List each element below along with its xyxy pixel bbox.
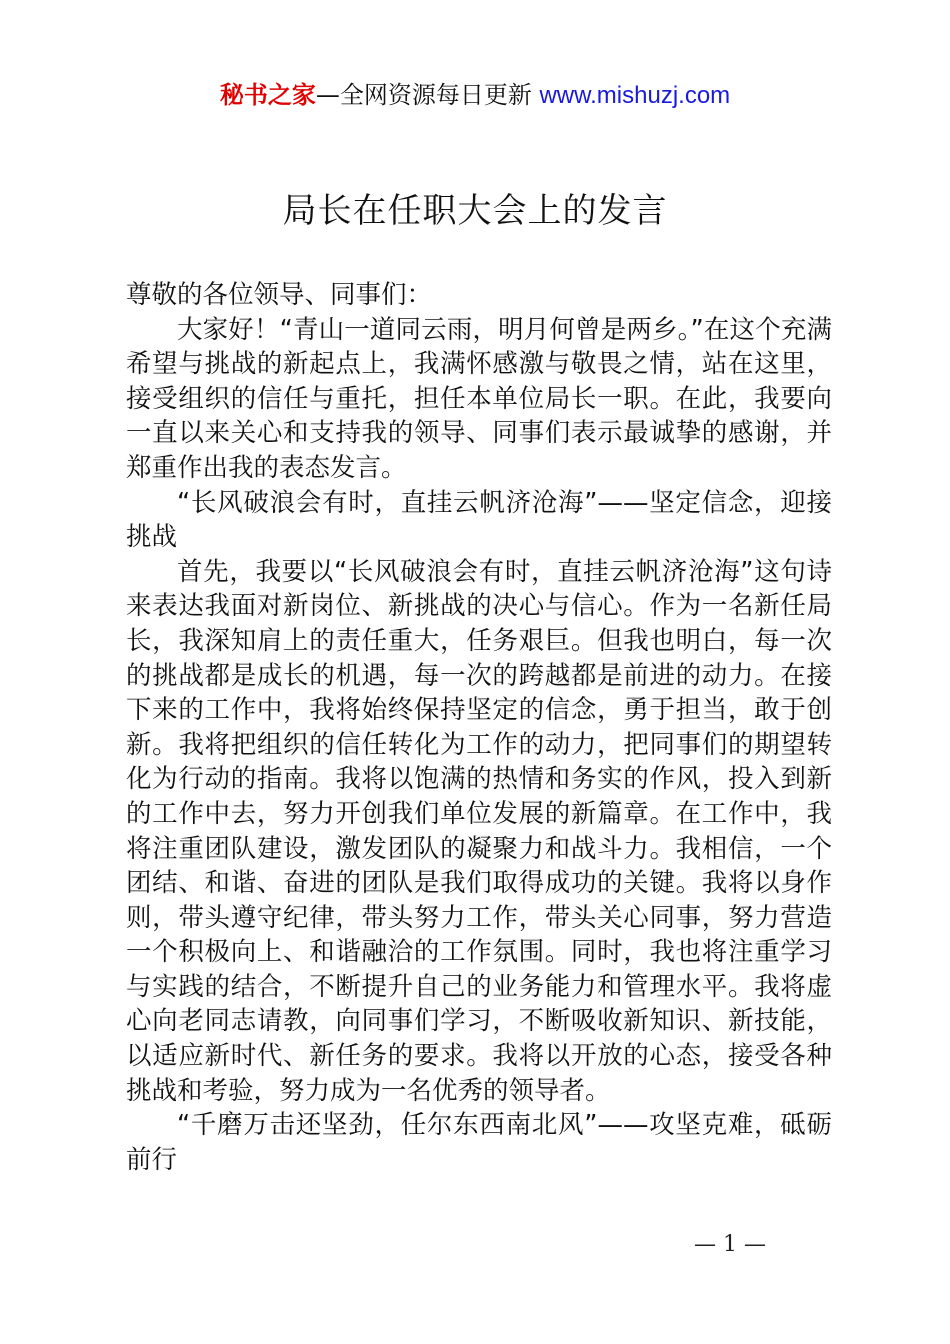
document-body: [126, 278, 832, 1177]
document-title: 局长在任职大会上的发言: [282, 191, 668, 231]
section-heading-2: “千磨万击还坚劲，任尔东西南北风”——攻坚克难，砥砺前行: [126, 1110, 832, 1175]
paragraph-greeting: 大家好！“青山一道同云雨，明月何曾是两乡。”在这个充满希望与挑战的新起点上，我满怀感激与敬畏之情，站在这里，接受组织的信任与重托，担任本单位局长一职。在此，我要向一直以来关心和支持我的领导、同事们表示最诚挚的感谢，并郑重作出我的表态发言。: [126, 314, 832, 483]
brand-name: 秘书之家: [219, 81, 316, 109]
page-number: — 1 —: [694, 1232, 766, 1257]
salutation: 尊敬的各位领导、同事们：: [126, 280, 433, 310]
site-header: [0, 78, 950, 113]
section-heading-1: “长风破浪会有时，直挂云帆济沧海”——坚定信念，迎接挑战: [126, 487, 832, 553]
website-url: www.mishuzj.com: [539, 82, 731, 109]
paragraph-section-1: 首先，我要以“长风破浪会有时，直挂云帆济沧海”这句诗来表达我面对新岗位、新挑战的决心与信心。作为一名新任局长，我深知肩上的责任重大，任务艰巨。但我也明白，每一次的挑战都是成长的机遇，每一次的跨越都是前进的动力。在接下来的工作中，我将始终保持坚定的信念，勇于担当，敢于创新。我将把组织的信任转化为工作的动力，把同事们的期望转化为行动的指南。我将以饱满的热情和务实的作风，投入到新的工作中去，努力开创我们单位发展的新篇章。在工作中，我将注重团队建设，激发团队的凝聚力和战斗力。我相信，一个团结、和谐、奋进的团队是我们取得成功的关键。我将以身作则，带头遵守纪律，带头努力工作，带头关心同事，努力营造一个积极向上、和谐融洽的工作氛围。同时，我也将注重学习与实践的结合，不断提升自己的业务能力和管理水平。我将虚心向老同志请教，向同事们学习，不断吸收新知识、新技能，以适应新时代、新任务的要求。我将以开放的心态，接受各种挑战和考验，努力成为一名优秀的领导者。: [126, 556, 832, 1106]
header-slogan: —全网资源每日更新: [315, 81, 540, 109]
